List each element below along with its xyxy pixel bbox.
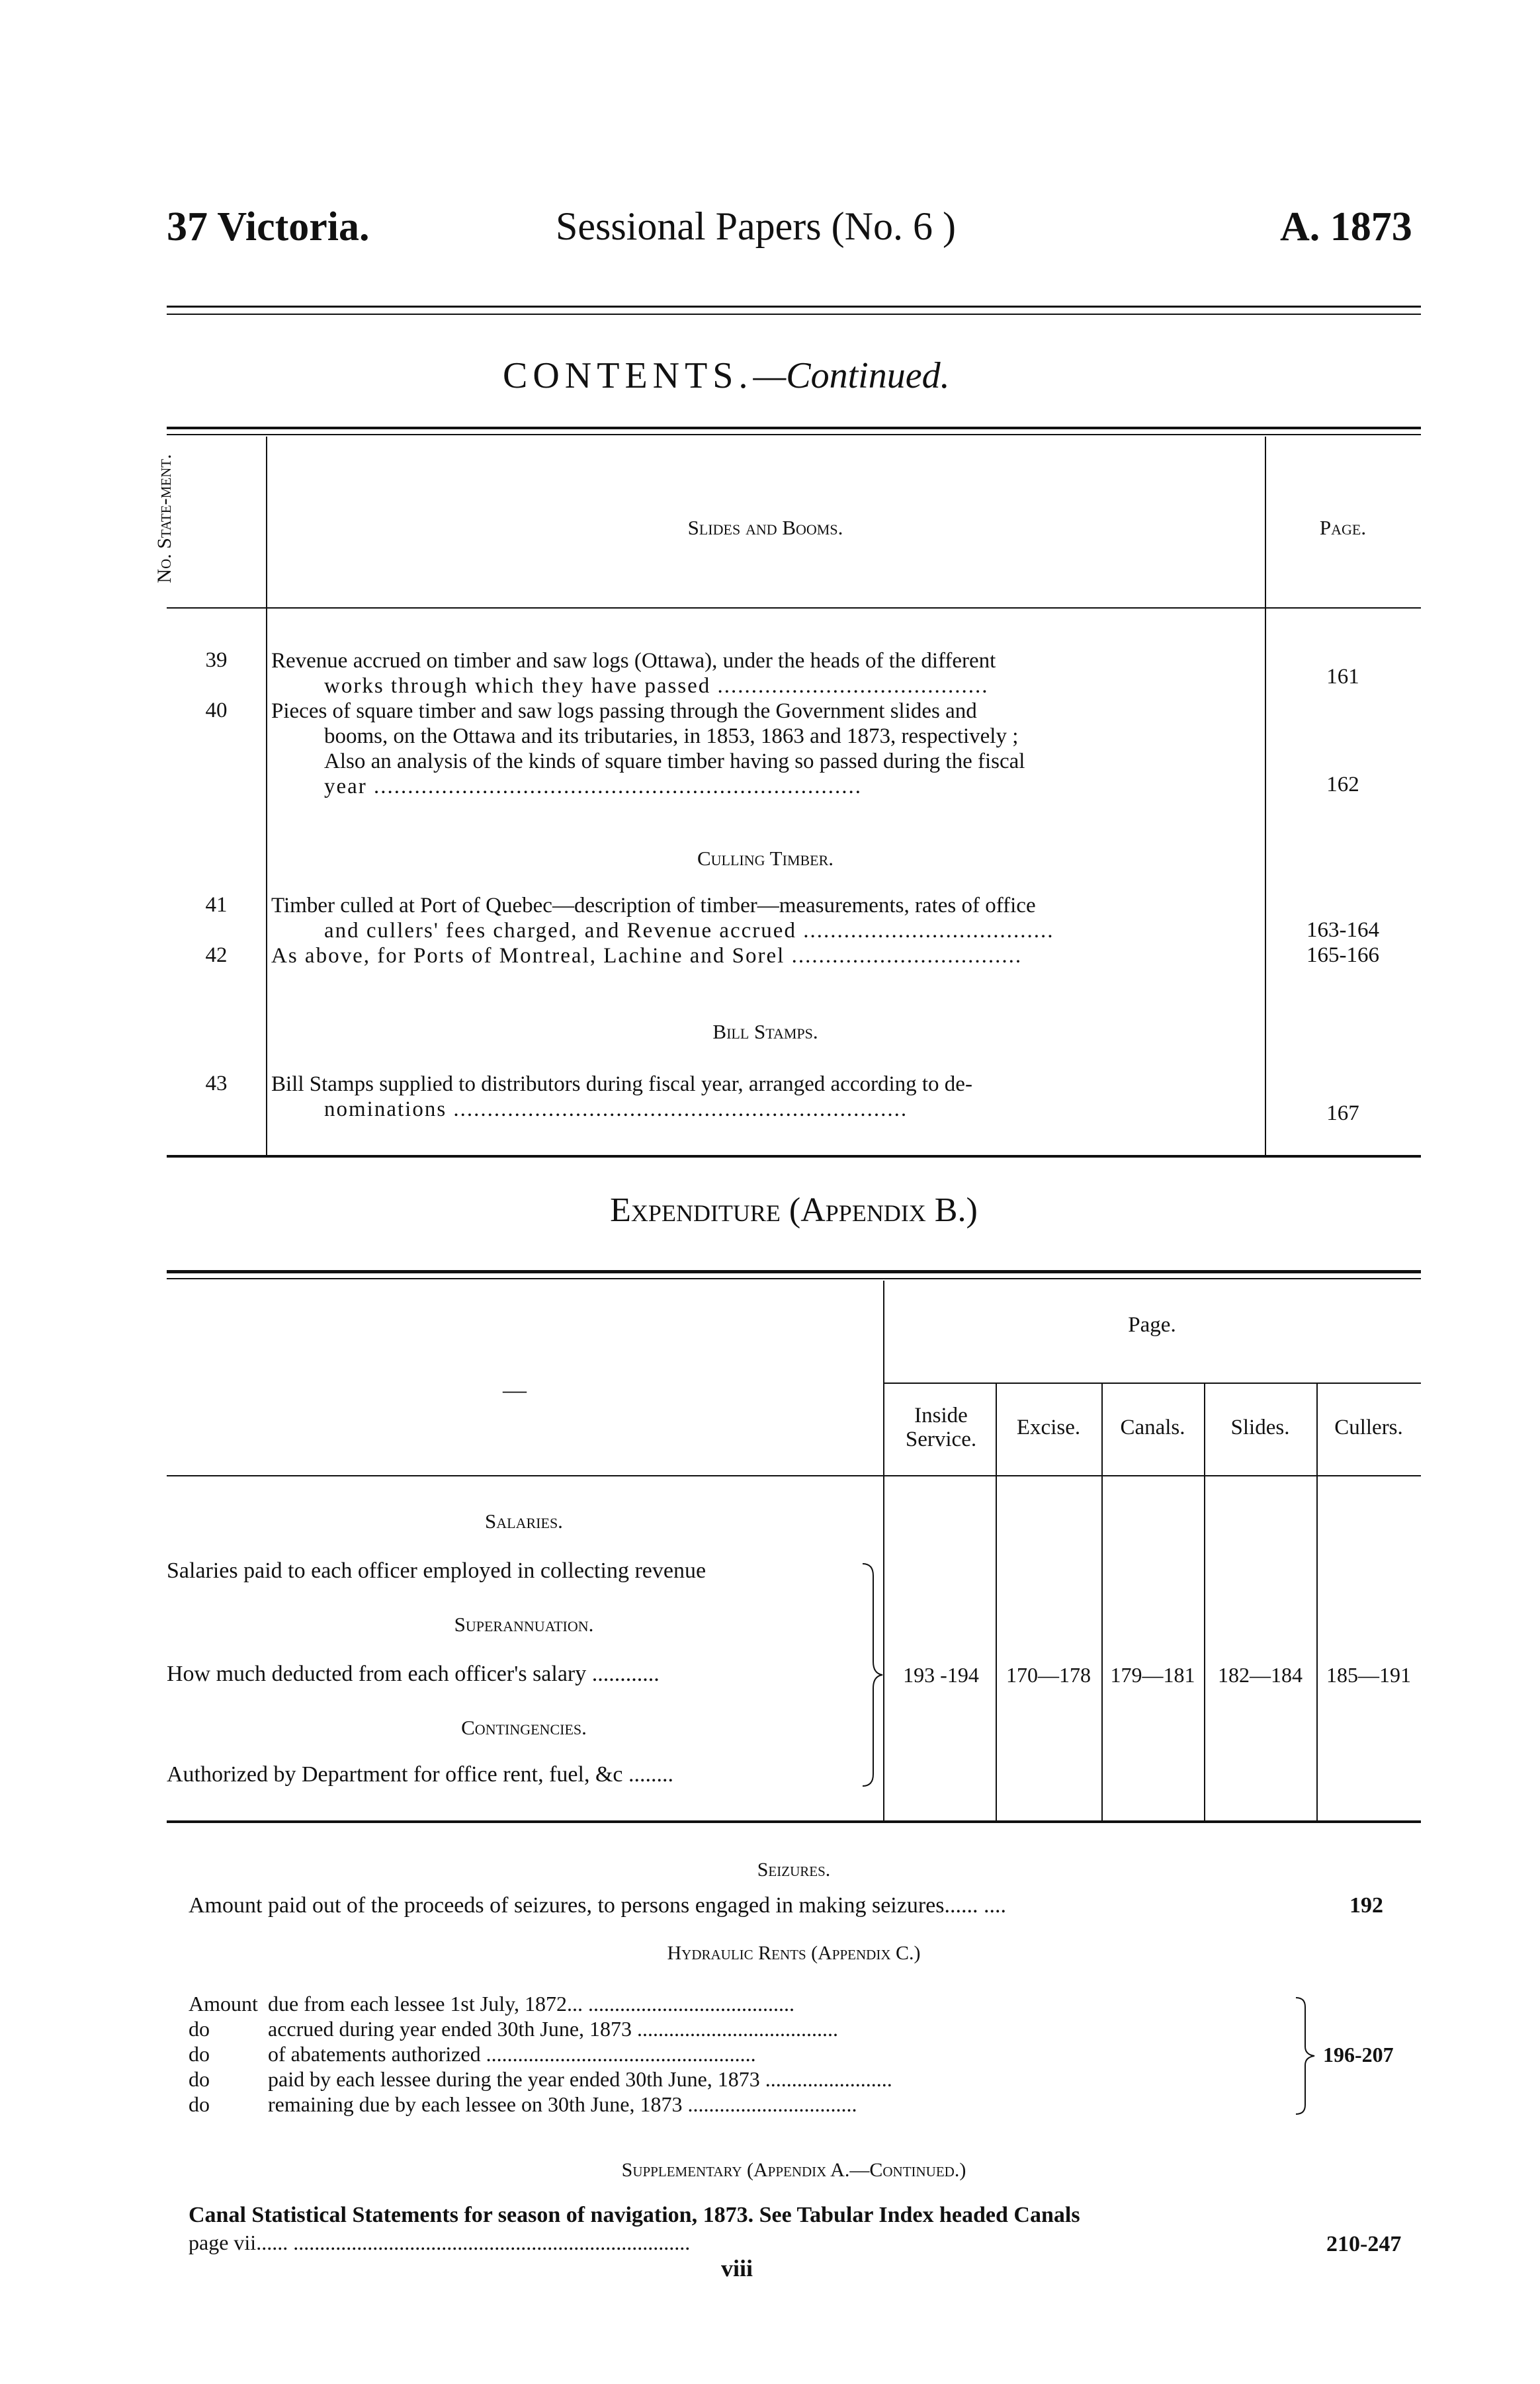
section-heading-hydraulic: Hydraulic Rents (Appendix C.) — [667, 1942, 921, 1964]
table2-bottom-rule — [167, 1820, 1421, 1823]
table2-stub-dash: — — [503, 1377, 527, 1403]
header-rule-top — [167, 306, 1421, 308]
header-left: 37 Victoria. — [167, 204, 370, 249]
page-folio: viii — [721, 2255, 753, 2281]
table1-top-rule-2 — [167, 434, 1421, 435]
row-number: 43 — [205, 1072, 228, 1095]
value-cullers: 185—191 — [1326, 1663, 1411, 1687]
table2-col-divider — [1101, 1384, 1103, 1820]
section-heading-seizures: Seizures. — [757, 1859, 831, 1881]
col-header-excise: Excise. — [1016, 1416, 1081, 1439]
section-heading-salaries: Salaries. — [485, 1510, 563, 1533]
hydraulic-item: do remaining due by each lessee on 30th June, 1873 ................................ — [189, 2092, 857, 2116]
table1-col-no-header: No. State-ment. — [153, 454, 175, 583]
col-header-inside-service: Inside Service. — [905, 1404, 977, 1451]
section-heading-culling: Culling Timber. — [697, 847, 834, 870]
table1-col-page-header: Page. — [1319, 516, 1367, 539]
header-center: Sessional Papers (No. 6 ) — [556, 204, 956, 248]
brace-icon — [860, 1562, 886, 1787]
value-canals: 179—181 — [1110, 1663, 1195, 1687]
contents-title: CONTENTS.—Continued. — [503, 355, 950, 396]
hydraulic-item: do of abatements authorized ................................................... — [189, 2042, 756, 2066]
row-number: 39 — [205, 648, 228, 672]
section-heading-supplementary: Supplementary (Appendix A.—Continued.) — [621, 2159, 966, 2181]
page-number: 161 — [1326, 665, 1359, 689]
table1-bottom-rule — [167, 1155, 1421, 1158]
section-heading-bill-stamps: Bill Stamps. — [712, 1020, 818, 1043]
table1-col-divider-2 — [1265, 437, 1266, 1155]
supplementary-page: 210-247 — [1326, 2232, 1402, 2256]
table2-header-rule — [167, 1475, 1421, 1476]
table2-col-divider — [996, 1384, 997, 1820]
table1-col-divider-1 — [266, 437, 267, 1155]
table2-top-rule — [167, 1270, 1421, 1273]
table2-page-rule — [883, 1383, 1421, 1384]
page-number: 165-166 — [1306, 943, 1379, 967]
table2-page-header: Page. — [1128, 1313, 1176, 1337]
page-number: 163-164 — [1306, 918, 1379, 942]
header-rule-bottom — [167, 314, 1421, 315]
header-right: A. 1873 — [1280, 204, 1412, 249]
hydraulic-page: 196-207 — [1323, 2043, 1394, 2066]
table2-col-divider — [1316, 1384, 1318, 1820]
col-header-canals: Canals. — [1120, 1416, 1185, 1439]
superannuation-line: How much deducted from each officer's salary ............ — [167, 1662, 660, 1686]
section-heading-superannuation: Superannuation. — [454, 1613, 594, 1636]
value-excise: 170—178 — [1006, 1663, 1091, 1687]
supplementary-line-2: page vii...... ........................................................................... — [189, 2231, 691, 2254]
row-number: 40 — [205, 699, 228, 722]
value-inside-service: 193 -194 — [903, 1663, 979, 1687]
section-heading-contingencies: Contingencies. — [461, 1716, 587, 1739]
table1-col-title-header: Slides and Booms. — [687, 516, 843, 539]
supplementary-line-1: Canal Statistical Statements for season of navigation, 1873. See Tabular Index headed Canals — [189, 2203, 1080, 2227]
row-number: 41 — [205, 893, 228, 917]
hydraulic-item: do paid by each lessee during the year ended 30th June, 1873 ........................ — [189, 2067, 892, 2091]
expenditure-title: Expenditure (Appendix B.) — [610, 1191, 978, 1229]
contingencies-line: Authorized by Department for office rent, fuel, &c ........ — [167, 1762, 673, 1787]
table1-top-rule — [167, 427, 1421, 429]
hydraulic-list — [189, 1991, 1313, 2117]
hydraulic-item: do accrued during year ended 30th June, 1873 ...................................... — [189, 2017, 839, 2041]
seizures-page: 192 — [1349, 1893, 1383, 1918]
col-header-slides: Slides. — [1230, 1416, 1290, 1439]
toc-entry: Bill Stamps supplied to distributors during fiscal year, arranged according to de- nominations ................................................................... — [271, 1072, 972, 1121]
value-slides: 182—184 — [1218, 1663, 1303, 1687]
hydraulic-item: Amount due from each lessee 1st July, 1872... ....................................... — [189, 1992, 795, 2016]
page-number: 162 — [1326, 773, 1359, 796]
page-number: 167 — [1326, 1101, 1359, 1125]
salaries-line: Salaries paid to each officer employed in collecting revenue — [167, 1558, 706, 1583]
seizures-line: Amount paid out of the proceeds of seizures, to persons engaged in making seizures...... .... — [189, 1893, 1006, 1918]
col-header-cullers: Cullers. — [1334, 1416, 1403, 1439]
row-number: 42 — [205, 943, 228, 967]
toc-entry: Revenue accrued on timber and saw logs (Ottawa), under the heads of the different works through which they have passed ........................................ — [271, 649, 996, 698]
brace-icon — [1293, 1996, 1320, 2115]
table1-header-rule — [167, 607, 1421, 609]
table2-col-divider — [1204, 1384, 1205, 1820]
toc-entry: As above, for Ports of Montreal, Lachine and Sorel .................................. — [271, 944, 1023, 968]
toc-entry: Timber culled at Port of Quebec—description of timber—measurements, rates of office and cullers' fees charged, and Revenue accrued ..................................... — [271, 894, 1054, 943]
toc-entry: Pieces of square timber and saw logs passing through the Government slides and booms, on the Ottawa and its tributaries, in 1853, 1863 and 1873, respectively ; Also an analysis of the kinds of square timber having so passed during the fiscal year ........................................................................ — [271, 699, 1025, 798]
table2-top-rule-2 — [167, 1278, 1421, 1279]
